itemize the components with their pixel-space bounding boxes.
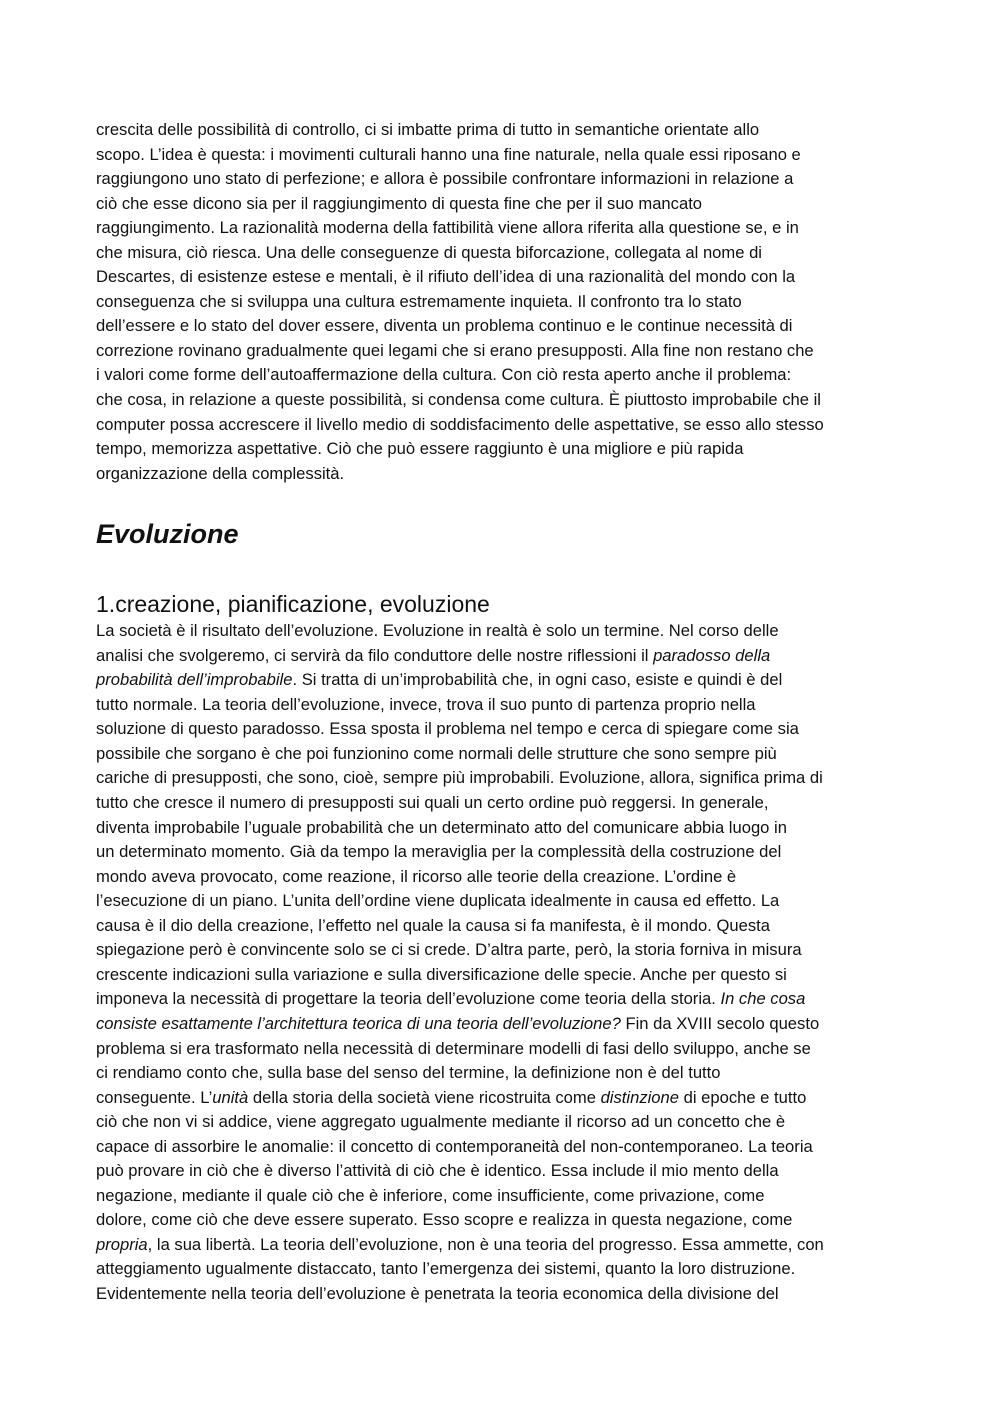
text-line bbox=[96, 1233, 908, 1258]
text-line: i valori come forme dell’autoaffermazione della cultura. Con ciò resta aperto anche il problema: bbox=[96, 365, 792, 385]
text-line: spiegazione però è convincente solo se ci si crede. D’altra parte, però, la storia forniva in misura bbox=[96, 940, 802, 960]
text-run: conseguente. L’ bbox=[96, 1087, 213, 1107]
text-line: dolore, come ciò che deve essere superato. Esso scopre e realizza in questa negazione, come bbox=[96, 1210, 793, 1230]
section-heading: Evoluzione bbox=[96, 519, 239, 550]
subsection-heading bbox=[96, 590, 908, 619]
text-line: raggiungono uno stato di perfezione; e allora è possibile confrontare informazioni in relazione a bbox=[96, 169, 794, 189]
italic-run: consiste esattamente l’architettura teorica di una teoria dell’evoluzione? bbox=[96, 1013, 621, 1033]
text-line bbox=[96, 668, 908, 693]
text-line: Descartes, di esistenze estese e mentali, è il rifiuto dell’idea di una razionalità del mondo con la bbox=[96, 267, 796, 287]
text-line: che cosa, in relazione a queste possibilità, si condensa come cultura. È piuttosto improbabile che il bbox=[96, 390, 821, 410]
text-line: tempo, memorizza aspettative. Ciò che può essere raggiunto è una migliore e più rapida bbox=[96, 439, 744, 459]
text-line: organizzazione della complessità. bbox=[96, 463, 345, 483]
italic-run: propria bbox=[96, 1234, 148, 1254]
text-line: che misura, ciò riesca. Una delle conseguenze di questa biforcazione, collegata al nome di bbox=[96, 242, 762, 262]
subsection-title: creazione, pianificazione, evoluzione bbox=[115, 591, 490, 618]
text-line: può provare in ciò che è diverso l’attività di ciò che è identico. Essa include il mio mento della bbox=[96, 1161, 779, 1181]
text-line: crescita delle possibilità di controllo, ci si imbatte prima di tutto in semantiche orientate allo bbox=[96, 120, 760, 139]
text-line: ciò che non vi si addice, viene aggregato ugualmente mediante il ricorso ad un concetto che è bbox=[96, 1112, 786, 1132]
text-run: imponeva la necessità di progettare la teoria dell’evoluzione come teoria della storia. bbox=[96, 989, 721, 1009]
text-line: atteggiamento ugualmente distaccato, tanto l’emergenza dei sistemi, quanto la loro distruzione. bbox=[96, 1259, 796, 1279]
text-run: analisi che svolgeremo, ci servirà da filo conduttore delle nostre riflessioni il bbox=[96, 645, 654, 665]
text-run: . Si tratta di un’improbabilità che, in ogni caso, esiste e quindi è del bbox=[292, 670, 783, 690]
text-line bbox=[96, 987, 908, 1012]
text-line: raggiungimento. La razionalità moderna della fattibilità viene allora riferita alla questione se, e in bbox=[96, 218, 799, 238]
text-line: computer possa accrescere il livello medio di soddisfacimento delle aspettative, se esso allo stesso bbox=[96, 414, 824, 434]
text-line: Evidentemente nella teoria dell’evoluzione è penetrata la teoria economica della divisione del bbox=[96, 1283, 779, 1303]
italic-run: unità bbox=[212, 1087, 249, 1107]
text-line: soluzione di questo paradosso. Essa sposta il problema nel tempo e cerca di spiegare come sia bbox=[96, 719, 799, 739]
text-line: cariche di presupposti, che sono, cioè, sempre più improbabili. Evoluzione, allora, significa prima di bbox=[96, 768, 823, 788]
text-run: Fin da XVIII secolo questo bbox=[620, 1013, 820, 1033]
intro-paragraph bbox=[96, 118, 908, 486]
text-line: diventa improbabile l’uguale probabilità che un determinato atto del comunicare abbia luogo in bbox=[96, 817, 787, 837]
subsection-number: 1. bbox=[96, 591, 116, 618]
text-line: ciò che esse dicono sia per il raggiungimento di questa fine che per il suo mancato bbox=[96, 193, 703, 213]
text-run: , la sua libertà. La teoria dell’evoluzione, non è una teoria del progresso. Essa ammette, con bbox=[147, 1234, 824, 1254]
text-line: tutto normale. La teoria dell’evoluzione, invece, trova il suo punto di partenza proprio nella bbox=[96, 694, 756, 714]
text-run: della storia della società viene ricostruita come bbox=[248, 1087, 601, 1107]
text-line: possibile che sorgano è che poi funzionino come normali delle strutture che sono sempre più bbox=[96, 743, 777, 763]
text-line: causa è il dio della creazione, l’effetto nel quale la causa si fa manifesta, è il mondo. Questa bbox=[96, 915, 770, 935]
document-page bbox=[96, 118, 908, 1307]
italic-run: probabilità dell’improbabile bbox=[96, 670, 293, 690]
text-line: dell’essere e lo stato del dover essere, diventa un problema continuo e le continue necessità di bbox=[96, 316, 793, 336]
text-line: conseguenza che si sviluppa una cultura estremamente inquieta. Il confronto tra lo stato bbox=[96, 291, 742, 311]
text-line: l’esecuzione di un piano. L’unita dell’ordine viene duplicata idealmente in causa ed effetto. La bbox=[96, 891, 780, 911]
text-line: correzione rovinano gradualmente quei legami che si erano presupposti. Alla fine non restano che bbox=[96, 340, 814, 360]
body-paragraph bbox=[96, 619, 908, 1306]
italic-run: In che cosa bbox=[720, 989, 806, 1009]
text-line: capace di assorbire le anomalie: il concetto di contemporaneità del non-contemporaneo. La teoria bbox=[96, 1136, 813, 1156]
text-line bbox=[96, 1086, 908, 1111]
text-line: scopo. L’idea è questa: i movimenti culturali hanno una fine naturale, nella quale essi riposano e bbox=[96, 144, 801, 164]
italic-run: paradosso della bbox=[653, 645, 771, 665]
italic-run: distinzione bbox=[600, 1087, 679, 1107]
text-run: di epoche e tutto bbox=[679, 1087, 807, 1107]
text-line: negazione, mediante il quale ciò che è inferiore, come insufficiente, come privazione, come bbox=[96, 1185, 765, 1205]
text-line bbox=[96, 644, 908, 669]
text-line: crescente indicazioni sulla variazione e sulla diversificazione delle specie. Anche per questo si bbox=[96, 964, 787, 984]
text-line: problema si era trasformato nella necessità di determinare modelli di fasi dello sviluppo, anche se bbox=[96, 1038, 811, 1058]
text-line: un determinato momento. Già da tempo la meraviglia per la complessità della costruzione del bbox=[96, 842, 782, 862]
text-line: La società è il risultato dell’evoluzione. Evoluzione in realtà è solo un termine. Nel corso delle bbox=[96, 621, 779, 641]
text-line: ci rendiamo conto che, sulla base del senso del termine, la definizione non è del tutto bbox=[96, 1063, 721, 1083]
text-line bbox=[96, 1012, 908, 1037]
text-line: tutto che cresce il numero di presupposti sui quali un certo ordine può reggersi. In generale, bbox=[96, 793, 769, 813]
text-line: mondo aveva provocato, come reazione, il ricorso alle teorie della creazione. L’ordine è bbox=[96, 866, 737, 886]
